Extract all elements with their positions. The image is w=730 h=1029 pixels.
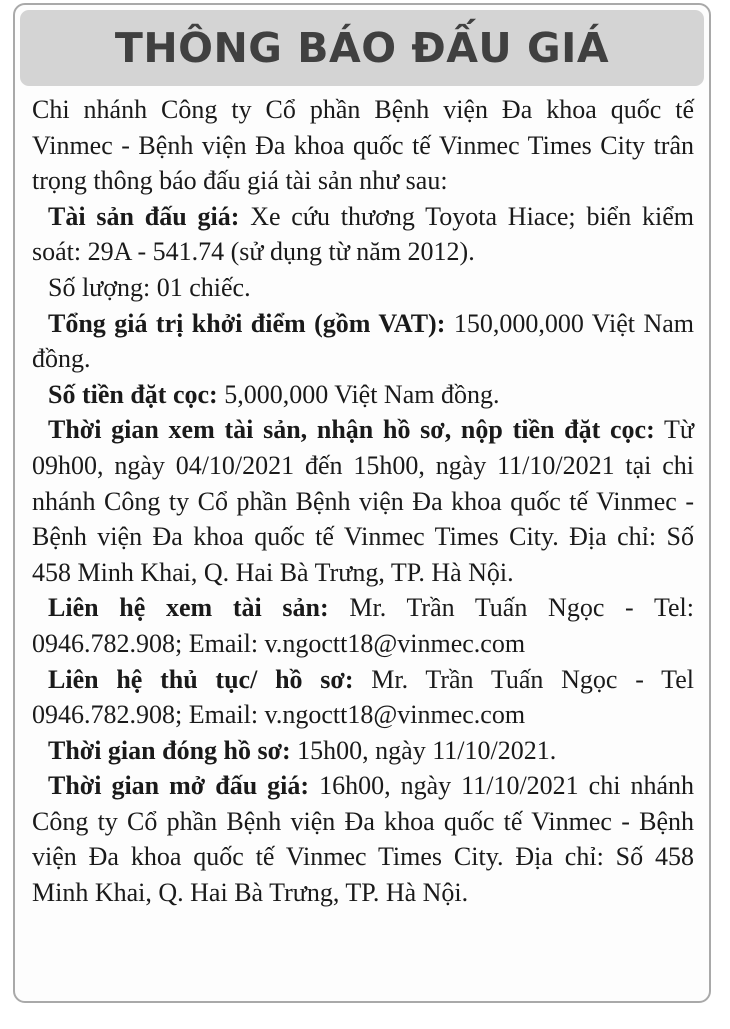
- notice-body: [32, 92, 694, 911]
- deposit-paragraph: [32, 377, 694, 413]
- opening-time-paragraph: [32, 768, 694, 910]
- auction-notice: [13, 3, 711, 1003]
- starting-price-value: 150,000,000 Việt Nam đồng.: [32, 308, 694, 374]
- deposit-label: Số tiền đặt cọc:: [48, 379, 218, 409]
- intro-paragraph: Chi nhánh Công ty Cổ phần Bệnh viện Đa khoa quốc tế Vinmec - Bệnh viện Đa khoa quốc tế Vinmec Times City trân trọng thông báo đấu giá tài sản như sau:: [32, 95, 694, 196]
- closing-time-value: 15h00, ngày 11/10/2021.: [297, 735, 557, 765]
- quantity-paragraph: Số lượng: 01 chiếc.: [48, 272, 251, 302]
- contact-procedure-paragraph: [32, 662, 694, 733]
- contact-viewing-label: Liên hệ xem tài sản:: [48, 593, 329, 623]
- viewing-time-label: Thời gian xem tài sản, nhận hồ sơ, nộp tiền đặt cọc:: [48, 415, 655, 445]
- notice-title: THÔNG BÁO ĐẤU GIÁ: [114, 24, 610, 72]
- contact-procedure-value: Mr. Trần Tuấn Ngọc - Tel 0946.782.908; Email: v.ngoctt18@vinmec.com: [32, 664, 694, 730]
- deposit-value: 5,000,000 Việt Nam đồng.: [224, 379, 500, 409]
- viewing-time-value: Từ 09h00, ngày 04/10/2021 đến 15h00, ngày 11/10/2021 tại chi nhánh Công ty Cổ phần Bệnh viện Đa khoa quốc tế Vinmec - Bệnh viện Đa khoa quốc tế Vinmec Times City. Địa chỉ: Số 458 Minh Khai, Q. Hai Bà Trưng, TP. Hà Nội.: [32, 415, 695, 587]
- viewing-time-paragraph: [32, 412, 694, 590]
- contact-procedure-label: Liên hệ thủ tục/ hồ sơ:: [48, 664, 354, 694]
- closing-time-paragraph: [32, 733, 694, 769]
- asset-label: Tài sản đấu giá:: [48, 201, 240, 231]
- contact-viewing-paragraph: [32, 590, 694, 661]
- asset-value: Xe cứu thương Toyota Hiace; biển kiểm soát: 29A - 541.74 (sử dụng từ năm 2012).: [32, 201, 695, 267]
- opening-time-label: Thời gian mở đấu giá:: [48, 771, 310, 801]
- starting-price-paragraph: [32, 306, 694, 377]
- closing-time-label: Thời gian đóng hồ sơ:: [48, 735, 291, 765]
- opening-time-value: 16h00, ngày 11/10/2021 chi nhánh Công ty Cổ phần Bệnh viện Đa khoa quốc tế Vinmec - Bệnh viện Đa khoa quốc tế Vinmec Times City. Địa chỉ: Số 458 Minh Khai, Q. Hai Bà Trưng, TP. Hà Nội.: [32, 771, 695, 908]
- notice-header: [20, 10, 704, 86]
- contact-viewing-value: Mr. Trần Tuấn Ngọc - Tel: 0946.782.908; Email: v.ngoctt18@vinmec.com: [32, 593, 694, 658]
- starting-price-label: Tổng giá trị khởi điểm (gồm VAT):: [48, 308, 446, 338]
- asset-paragraph: [32, 199, 694, 270]
